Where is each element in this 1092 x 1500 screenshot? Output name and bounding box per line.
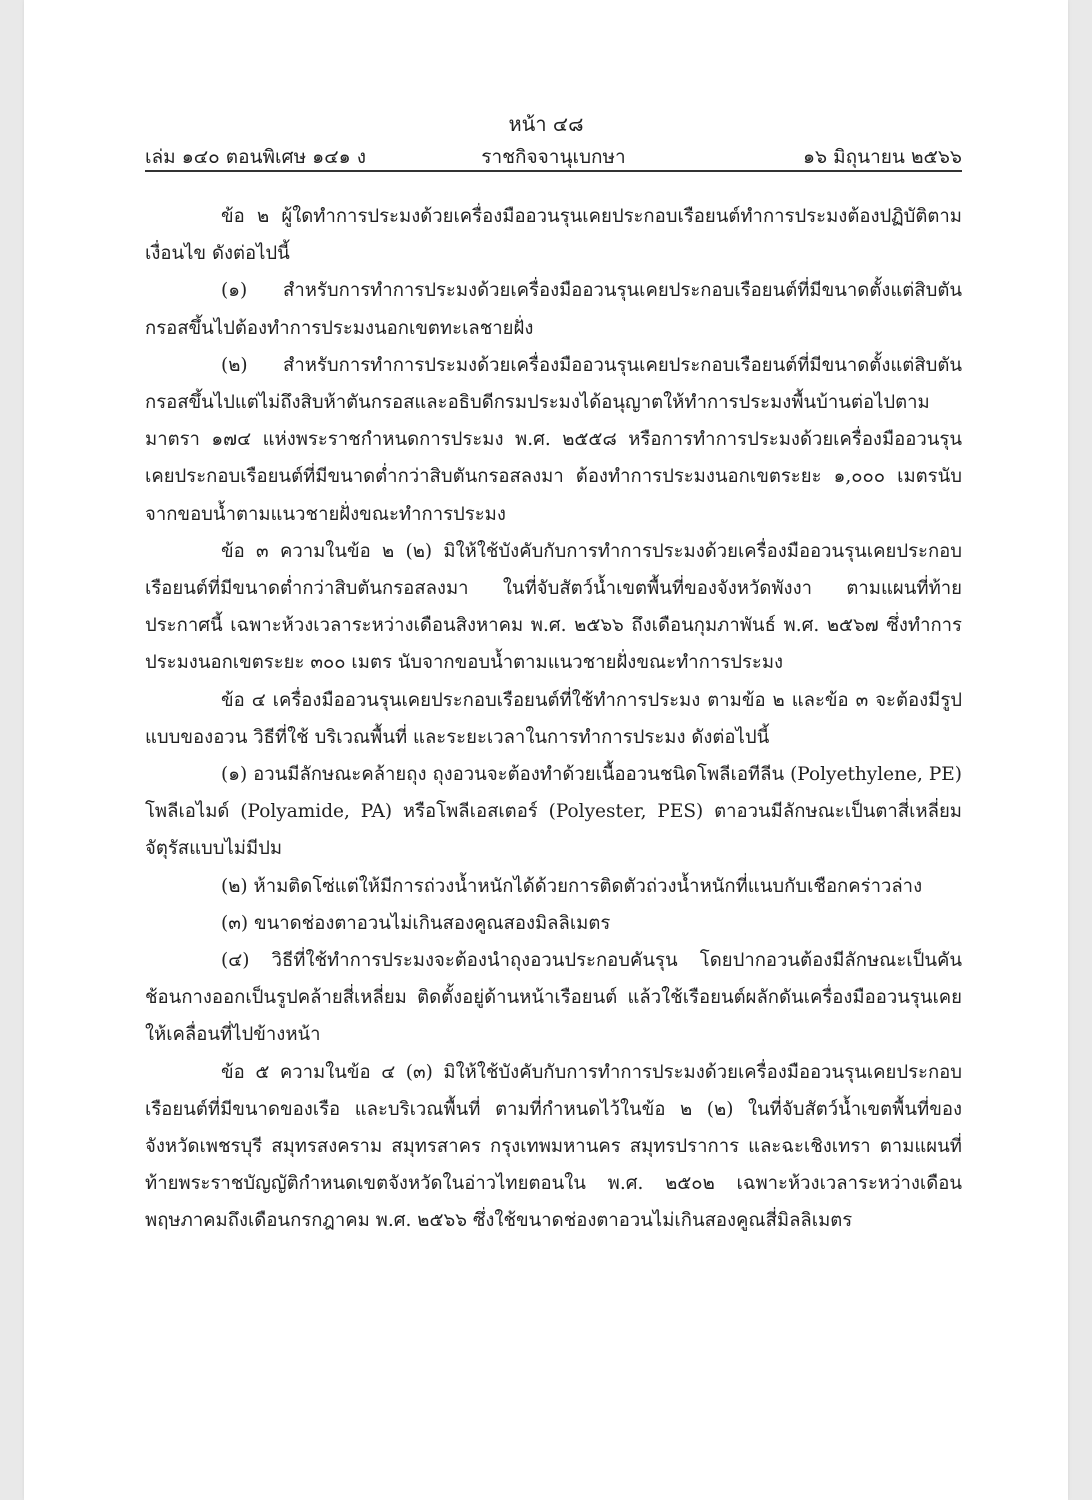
clause-3: ข้อ ๓ ความในข้อ ๒ (๒) มิให้ใช้บังคับกับการทำการประมงด้วยเครื่องมืออวนรุนเคยประกอบเรือยนต์ที่มีขนาดต่ำกว่าสิบตันกรอสลงมา ในที่จับสัตว์น้ำเขตพื้นที่ของจังหวัดพังงา ตามแผนที่ท้ายประกาศนี้ เฉพาะห้วงเวลาระหว่างเดือนสิงหาคม พ.ศ. ๒๕๖๖ ถึงเดือนกุมภาพันธ์ พ.ศ. ๒๕๖๗ ซึ่งทำการประมงนอกเขตระยะ ๓๐๐ เมตร นับจากขอบน้ำตามแนวชายฝั่งขณะทำการประมง bbox=[145, 540, 962, 674]
publication-date: ๑๖ มิถุนายน ๒๕๖๖ bbox=[802, 146, 962, 168]
clause-2-item-2: (๒) สำหรับการทำการประมงด้วยเครื่องมืออวนรุนเคยประกอบเรือยนต์ที่มีขนาดตั้งแต่สิบตันกรอสขึ้นไปแต่ไม่ถึงสิบห้าตันกรอสและอธิบดีกรมประมงได้อนุญาตให้ทำการประมงพื้นบ้านต่อไปตามมาตรา ๑๗๔ แห่งพระราชกำหนดการประมง พ.ศ. ๒๕๕๘ หรือการทำการประมงด้วยเครื่องมืออวนรุนเคยประกอบเรือยนต์ที่มีขนาดต่ำกว่าสิบตันกรอสลงมา ต้องทำการประมงนอกเขตระยะ ๑,๐๐๐ เมตรนับจากขอบน้ำตามแนวชายฝั่งขณะทำการประมง bbox=[145, 354, 962, 525]
clause-4-item-4: (๔) วิธีที่ใช้ทำการประมงจะต้องนำถุงอวนประกอบคันรุน โดยปากอวนต้องมีลักษณะเป็นคันช้อนกางออกเป็นรูปคล้ายสี่เหลี่ยม ติดตั้งอยู่ด้านหน้าเรือยนต์ แล้วใช้เรือยนต์ผลักดันเครื่องมืออวนรุนเคยให้เคลื่อนที่ไปข้างหน้า bbox=[145, 950, 962, 1046]
header-divider bbox=[145, 170, 962, 172]
gazette-title: ราชกิจจานุเบกษา bbox=[481, 146, 626, 168]
clause-4-item-2: (๒) ห้ามติดโซ่แต่ให้มีการถ่วงน้ำหนักได้ด้วยการติดตัวถ่วงน้ำหนักที่แนบกับเชือกคร่าวล่าง bbox=[221, 875, 923, 897]
clause-2-item-1: (๑) สำหรับการทำการประมงด้วยเครื่องมืออวนรุนเคยประกอบเรือยนต์ที่มีขนาดตั้งแต่สิบตันกรอสขึ้นไปต้องทำการประมงนอกเขตทะเลชายฝั่ง bbox=[145, 280, 962, 339]
clause-5: ข้อ ๕ ความในข้อ ๔ (๓) มิให้ใช้บังคับกับการทำการประมงด้วยเครื่องมืออวนรุนเคยประกอบเรือยนต์ที่มีขนาดของเรือ และบริเวณพื้นที่ ตามที่กำหนดไว้ในข้อ ๒ (๒) ในที่จับสัตว์น้ำเขตพื้นที่ของจังหวัดเพชรบุรี สมุทรสงคราม สมุทรสาคร กรุงเทพมหานคร สมุทรปราการ และฉะเชิงเทรา ตามแผนที่ท้ายพระราชบัญญัติกำหนดเขตจังหวัดในอ่าวไทยตอนใน พ.ศ. ๒๕๐๒ เฉพาะห้วงเวลาระหว่างเดือนพฤษภาคมถึงเดือนกรกฎาคม พ.ศ. ๒๕๖๖ ซึ่งใช้ขนาดช่องตาอวนไม่เกินสองคูณสี่มิลลิเมตร bbox=[145, 1061, 962, 1232]
document-body bbox=[145, 198, 962, 1240]
clause-4: ข้อ ๔ เครื่องมืออวนรุนเคยประกอบเรือยนต์ที่ใช้ทำการประมง ตามข้อ ๒ และข้อ ๓ จะต้องมีรูปแบบของอวน วิธีที่ใช้ บริเวณพื้นที่ และระยะเวลาในการทำการประมง ดังต่อไปนี้ bbox=[145, 689, 962, 748]
page-number: หน้า ๔๘ bbox=[508, 112, 584, 136]
volume-info: เล่ม ๑๔๐ ตอนพิเศษ ๑๔๑ ง bbox=[145, 146, 366, 168]
clause-2: ข้อ ๒ ผู้ใดทำการประมงด้วยเครื่องมืออวนรุนเคยประกอบเรือยนต์ทำการประมงต้องปฏิบัติตามเงื่อนไข ดังต่อไปนี้ bbox=[145, 206, 962, 265]
clause-4-item-3: (๓) ขนาดช่องตาอวนไม่เกินสองคูณสองมิลลิเมตร bbox=[221, 912, 611, 934]
gazette-header bbox=[145, 142, 962, 168]
clause-4-item-1: (๑) อวนมีลักษณะคล้ายถุง ถุงอวนจะต้องทำด้วยเนื้ออวนชนิดโพลีเอทีลีน (Polyethylene, PE) โพลีเอไมด์ (Polyamide, PA) หรือโพลีเอสเตอร์ (Polyester, PES) ตาอวนมีลักษณะเป็นตาสี่เหลี่ยมจัตุรัสแบบไม่มีปม bbox=[145, 764, 962, 860]
